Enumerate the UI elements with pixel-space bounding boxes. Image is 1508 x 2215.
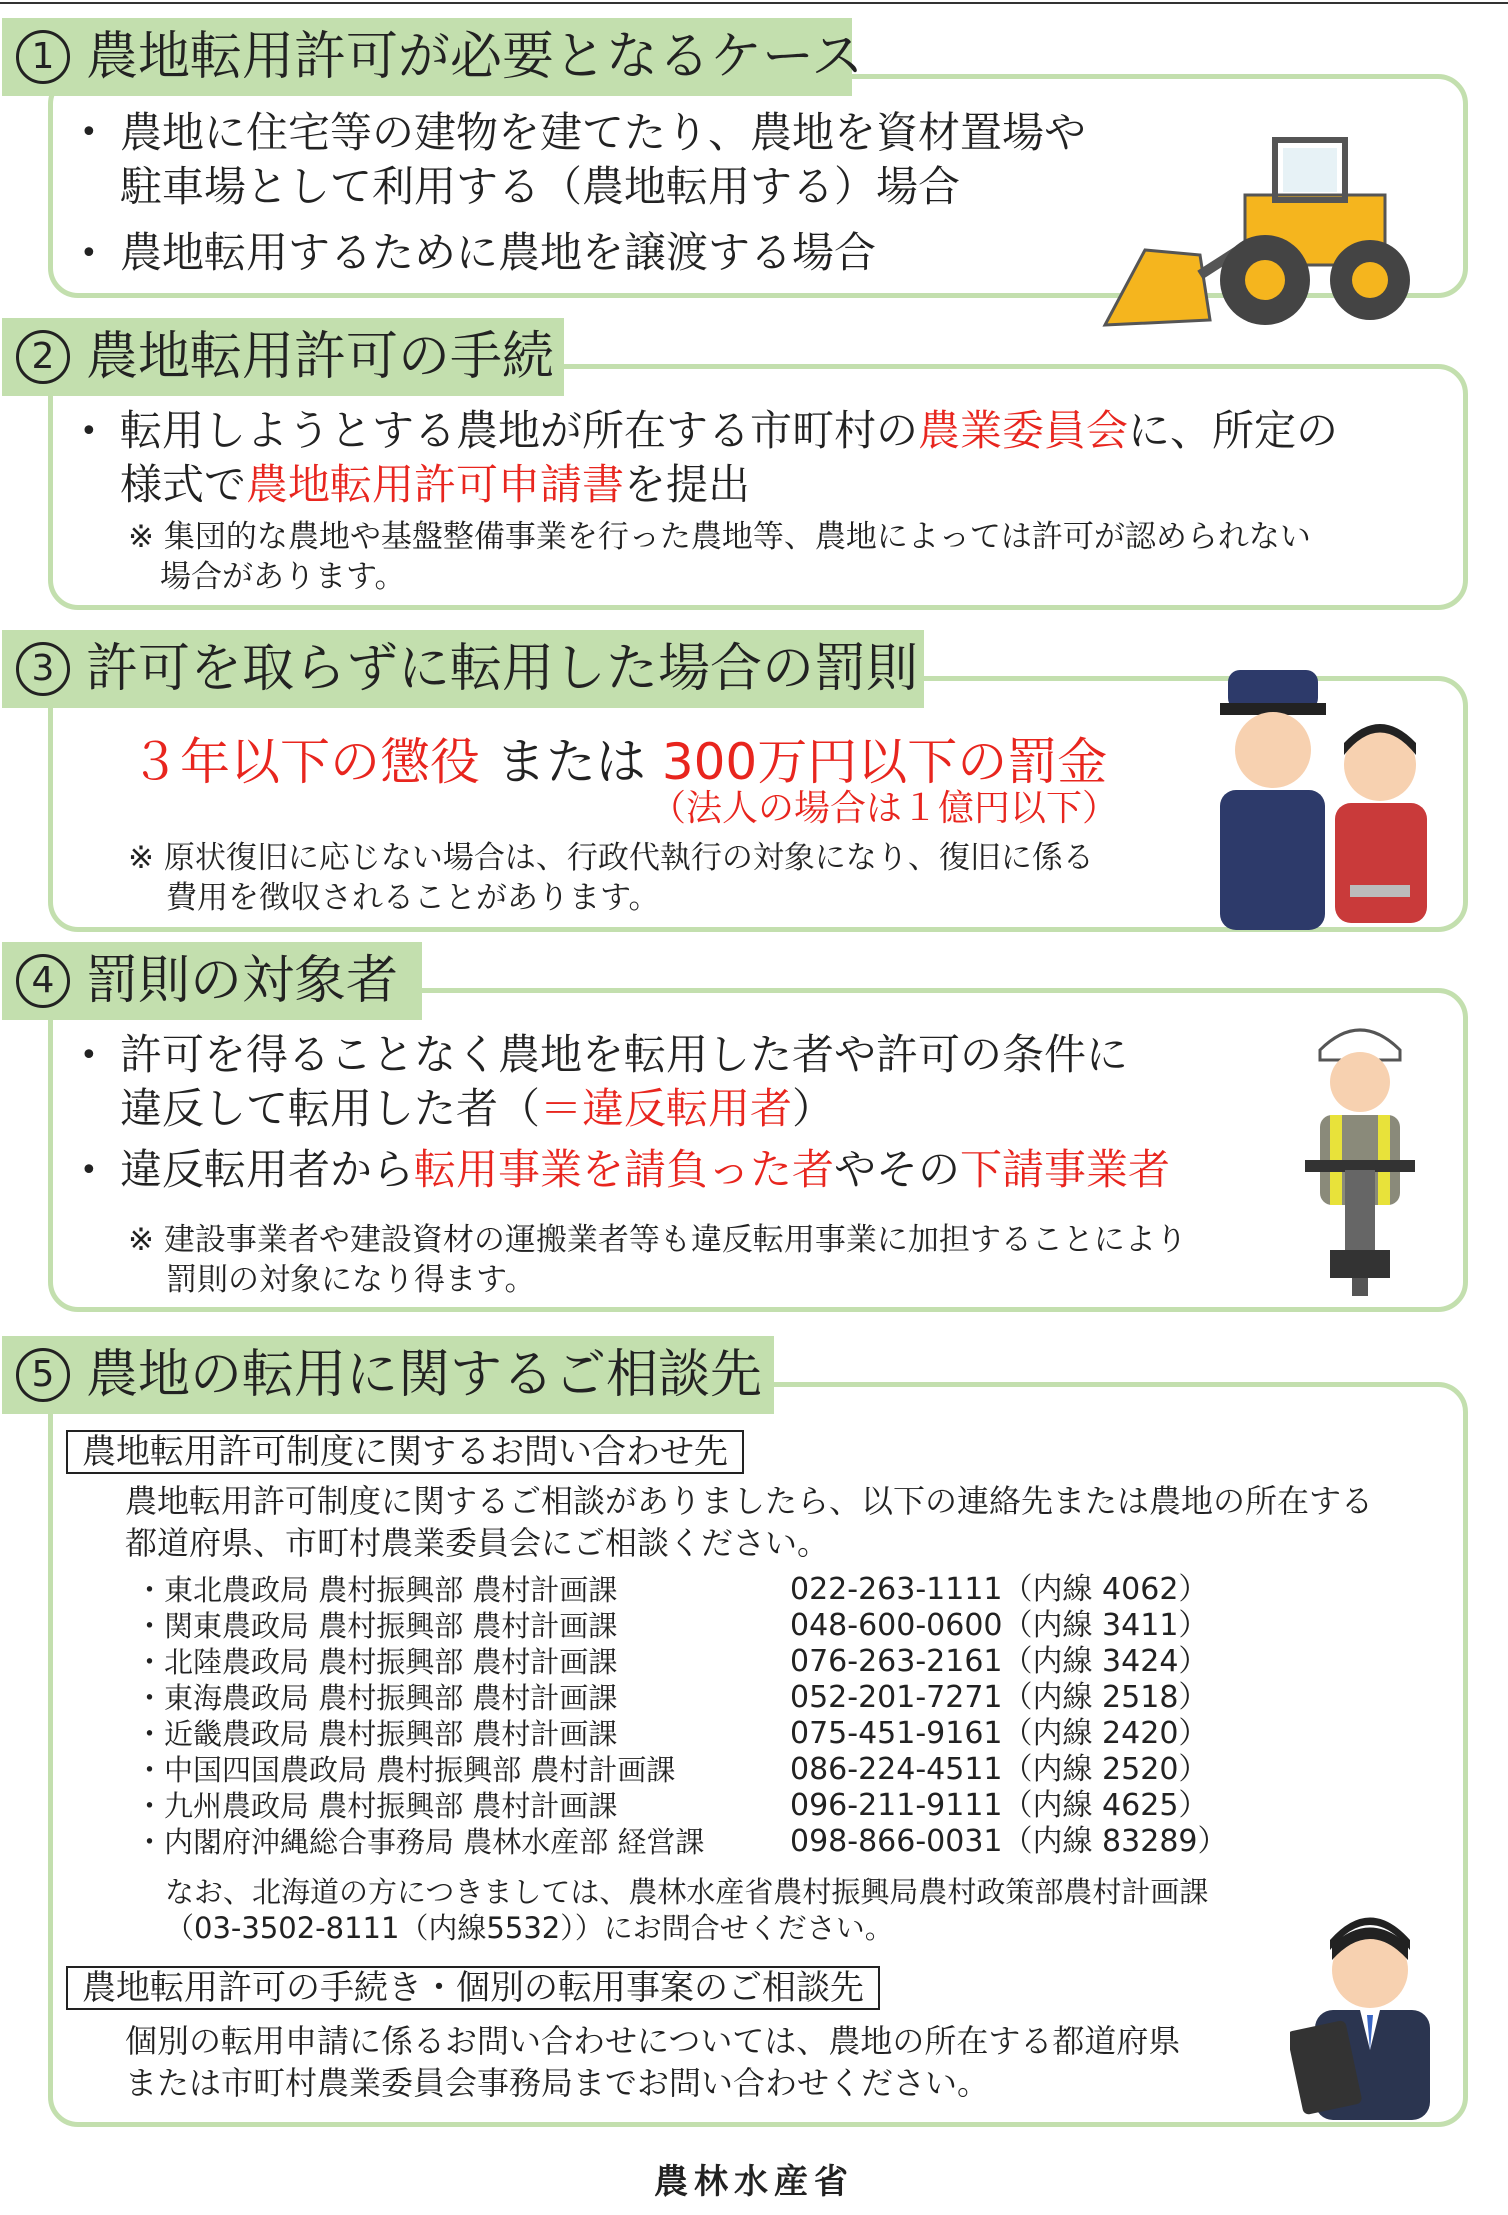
case-item-1-line2: 駐車場として利用する（農地転用する）場合	[120, 162, 961, 211]
top-rule	[0, 2, 1508, 4]
contact-phone: 022-263-1111（内線 4062）	[790, 1572, 1209, 1607]
wheel-loader-illustration	[1095, 135, 1415, 335]
section-4-tab	[2, 942, 422, 1020]
section-title: 許可を取らずに転用した場合の罰則	[86, 639, 919, 699]
target-note-line2: 罰則の対象になり得ます。	[166, 1262, 536, 1298]
corporate-penalty: （法人の場合は１億円以下）	[650, 788, 1119, 829]
contact-office: ・関東農政局 農村振興部 農村計画課	[135, 1609, 618, 1643]
section-5-tab	[2, 1336, 774, 1414]
inquiry-intro-line1: 農地転用許可制度に関するご相談がありましたら、以下の連絡先または農地の所在する	[125, 1482, 1374, 1520]
contact-phone: 048-600-0600（内線 3411）	[790, 1608, 1209, 1643]
section-number: 4	[16, 954, 70, 1008]
contact-office: ・中国四国農政局 農村振興部 農村計画課	[135, 1753, 676, 1787]
section-3-tab	[2, 630, 924, 708]
office-worker-with-clipboard-illustration	[1290, 1900, 1450, 2120]
contact-phone: 052-201-7271（内線 2518）	[790, 1680, 1209, 1715]
contact-office: ・内閣府沖縄総合事務局 農林水産部 経営課	[135, 1825, 705, 1859]
procedure-line1: 転用しようとする農地が所在する市町村の農業委員会に、所定の	[120, 406, 1339, 455]
section-number: 5	[16, 1348, 70, 1402]
section-title: 農地転用許可が必要となるケース	[86, 27, 864, 87]
target-note-line1: ※ 建設事業者や建設資材の運搬業者等も違反転用事業に加担することにより	[128, 1222, 1187, 1258]
consultation-subheading: 農地転用許可の手続き・個別の転用事案のご相談先	[66, 1966, 880, 2010]
construction-worker-with-jackhammer-illustration	[1290, 1010, 1430, 1300]
contact-office: ・近畿農政局 農村振興部 農村計画課	[135, 1717, 618, 1751]
contact-phone: 075-451-9161（内線 2420）	[790, 1716, 1209, 1751]
consultation-line1: 個別の転用申請に係るお問い合わせについては、農地の所在する都道府県	[125, 2022, 1181, 2060]
case-item-2: 農地転用するために農地を譲渡する場合	[120, 228, 877, 277]
bullet-icon: •	[80, 236, 98, 271]
police-officer-arresting-man-illustration	[1210, 665, 1440, 930]
section-title: 罰則の対象者	[86, 951, 399, 1011]
target-item-1-line2: 違反して転用した者（＝違反転用者）	[120, 1084, 835, 1133]
section-number: 3	[16, 642, 70, 696]
contact-phone: 096-211-9111（内線 4625）	[790, 1788, 1209, 1823]
consultation-line2: または市町村農業委員会事務局までお問い合わせください。	[125, 2064, 990, 2102]
target-item-1-line1: 許可を得ることなく農地を転用した者や許可の条件に	[120, 1030, 1129, 1079]
procedure-note-line2: 場合があります。	[160, 559, 406, 595]
penalty-note-line1: ※ 原状復旧に応じない場合は、行政代執行の対象になり、復旧に係る	[128, 840, 1094, 876]
contact-office: ・九州農政局 農村振興部 農村計画課	[135, 1789, 618, 1823]
procedure-line2: 様式で農地転用許可申請書を提出	[120, 460, 751, 509]
section-title: 農地の転用に関するご相談先	[86, 1345, 763, 1405]
procedure-note-line1: ※ 集団的な農地や基盤整備事業を行った農地等、農地によっては許可が認められない	[128, 519, 1311, 555]
bullet-icon: •	[80, 115, 98, 150]
hokkaido-note-line1: なお、北海道の方につきましては、農林水産省農村振興局農村政策部農村計画課	[165, 1875, 1209, 1909]
contact-office: ・東北農政局 農村振興部 農村計画課	[135, 1573, 618, 1607]
inquiry-intro-line2: 都道府県、市町村農業委員会にご相談ください。	[125, 1524, 830, 1562]
bullet-icon: •	[80, 1038, 98, 1073]
contact-office: ・東海農政局 農村振興部 農村計画課	[135, 1681, 618, 1715]
ministry-name: 農林水産省	[654, 2162, 854, 2202]
bullet-icon: •	[80, 414, 98, 449]
section-number: 1	[16, 30, 70, 84]
target-item-2: 違反転用者から転用事業を請負った者やその下請事業者	[120, 1145, 1171, 1194]
inquiry-subheading: 農地転用許可制度に関するお問い合わせ先	[66, 1430, 744, 1474]
section-title: 農地転用許可の手続	[86, 327, 555, 387]
bullet-icon: •	[80, 1153, 98, 1188]
hokkaido-note-line2: （03-3502-8111（内線5532））にお問合せください。	[165, 1911, 894, 1945]
section-2-tab	[2, 318, 564, 396]
section-1-tab	[2, 18, 864, 96]
contact-office: ・北陸農政局 農村振興部 農村計画課	[135, 1645, 618, 1679]
penalty-note-line2: 費用を徴収されることがあります。	[166, 880, 660, 916]
contact-phone: 076-263-2161（内線 3424）	[790, 1644, 1209, 1679]
case-item-1-line1: 農地に住宅等の建物を建てたり、農地を資材置場や	[120, 108, 1087, 157]
contact-phone: 098-866-0031（内線 83289）	[790, 1824, 1228, 1859]
contact-phone: 086-224-4511（内線 2520）	[790, 1752, 1209, 1787]
section-number: 2	[16, 330, 70, 384]
penalty-statement: ３年以下の懲役 または 300万円以下の罰金	[130, 733, 1108, 791]
